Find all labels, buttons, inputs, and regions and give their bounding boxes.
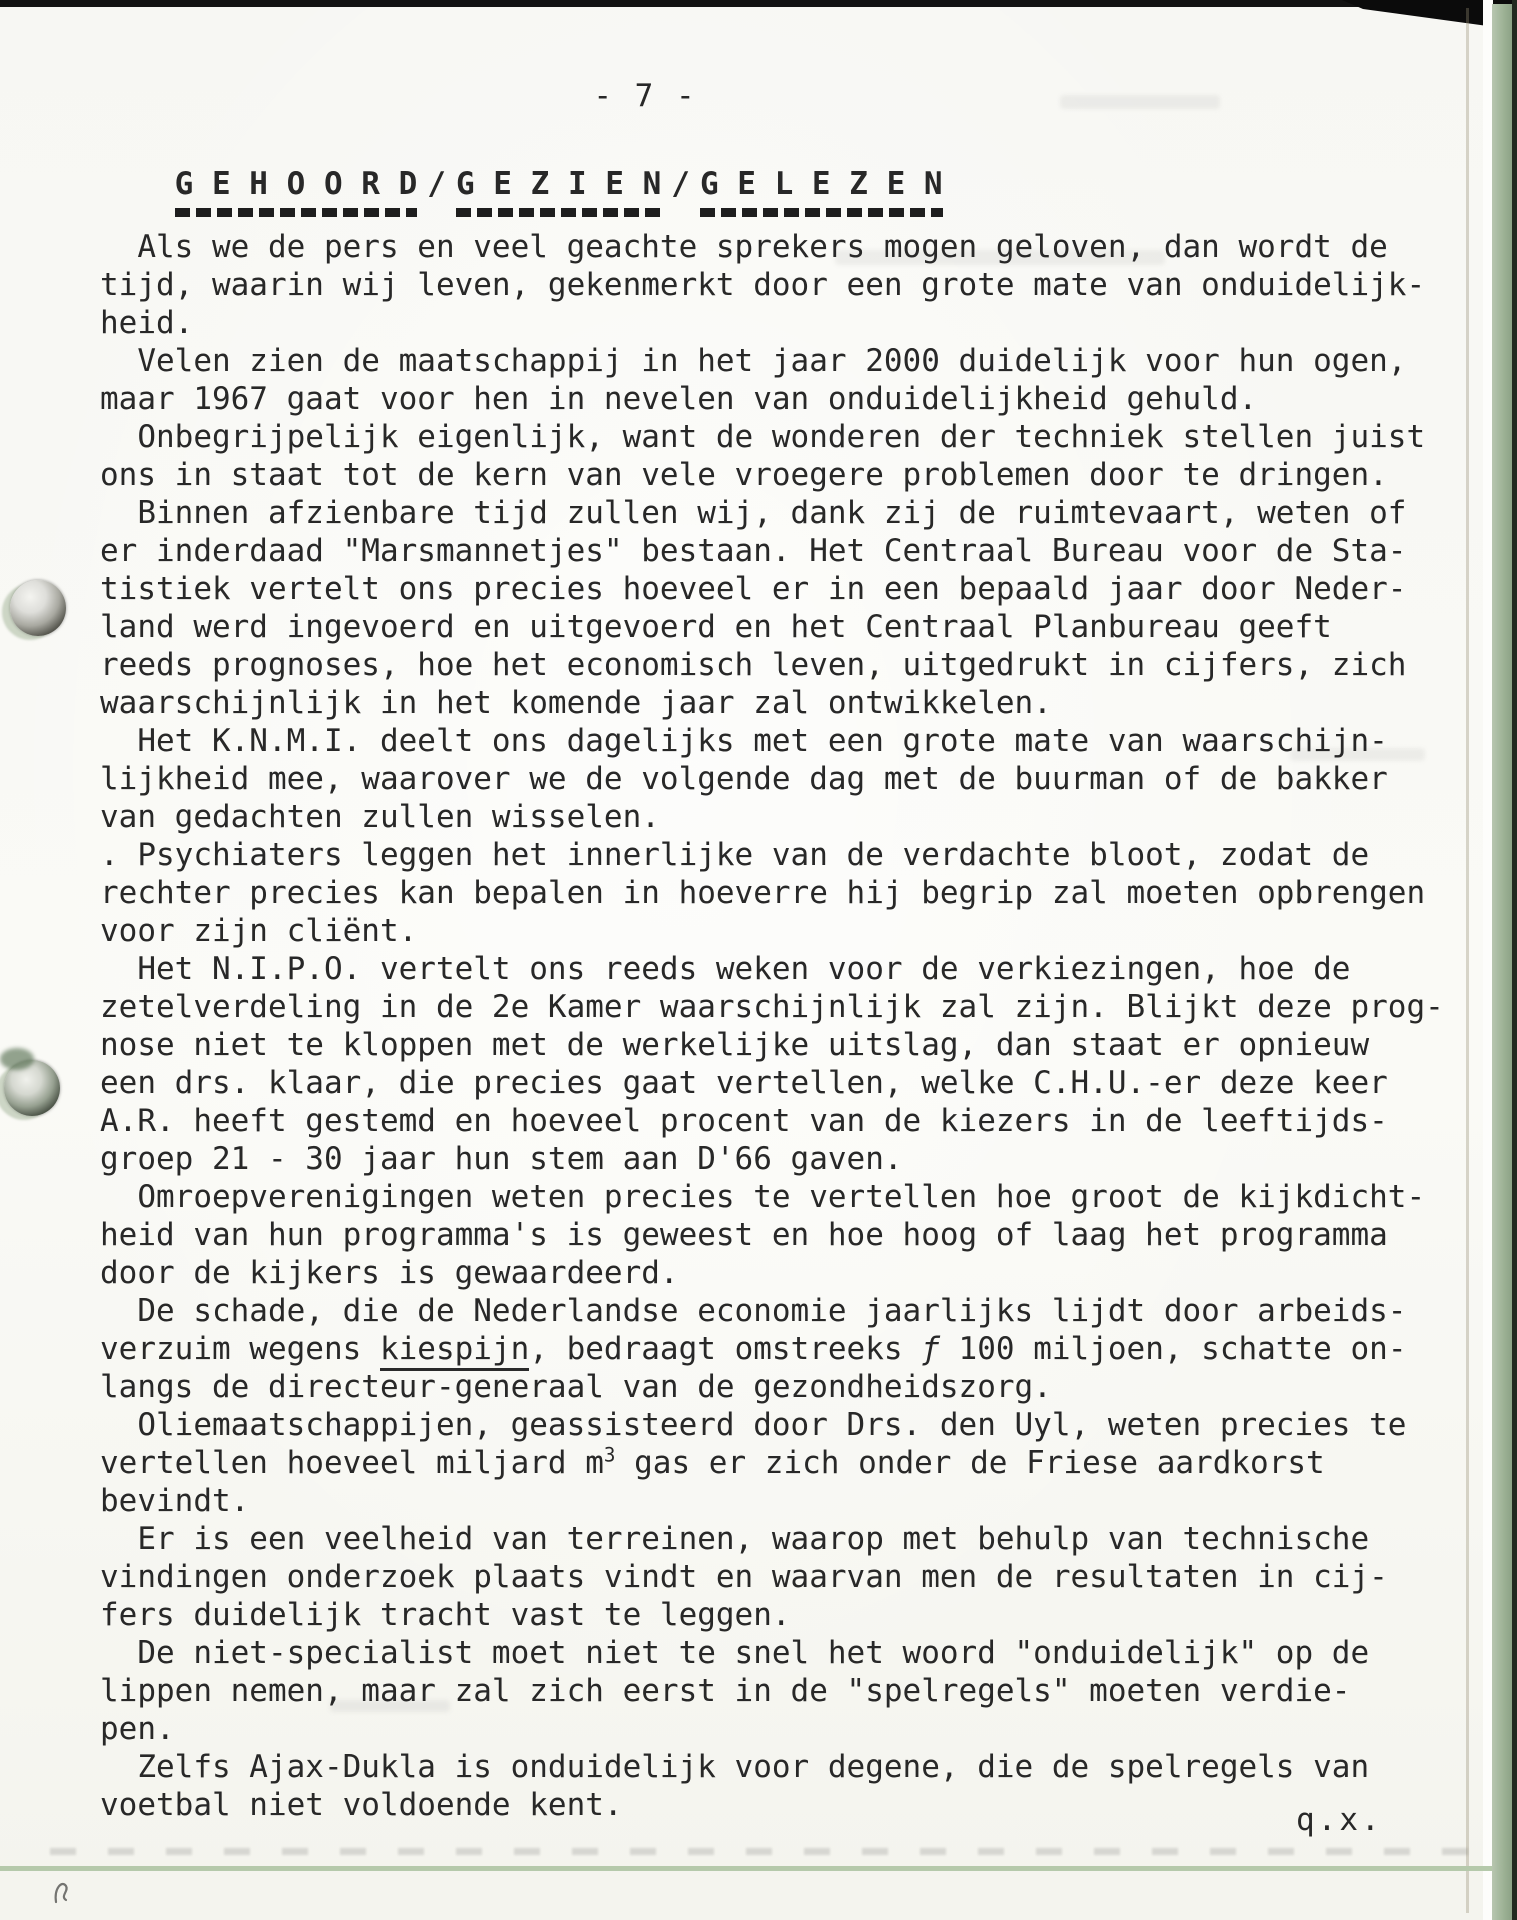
- heading-separator: /: [671, 166, 690, 202]
- paragraph: [100, 1520, 1444, 1634]
- text-line: van gedachten zullen wisselen.: [100, 799, 660, 835]
- heading-word-gezien: G E Z I E N: [456, 166, 661, 217]
- text-line: Het K.N.M.I. deelt ons dagelijks met een grote mate van waarschijn-: [100, 723, 1388, 759]
- text-line: vindingen onderzoek plaats vindt en waarvan men de resultaten in cij-: [100, 1559, 1388, 1595]
- paragraph: [100, 1178, 1444, 1292]
- superscript: 3: [603, 1443, 616, 1467]
- paragraph: [100, 836, 1444, 950]
- paragraph: [100, 342, 1444, 418]
- text-line: rechter precies kan bepalen in hoeverre hij begrip zal moeten opbrengen: [100, 875, 1426, 911]
- author-initials: q.x.: [1296, 1802, 1383, 1838]
- text-line: lippen nemen, maar zal zich eerst in de "spelregels" moeten verdie-: [100, 1673, 1351, 1709]
- text-line: tijd, waarin wij leven, gekenmerkt door een grote mate van onduidelijk-: [100, 267, 1426, 303]
- text-line: ons in staat tot de kern van vele vroegere problemen door te dringen.: [100, 457, 1388, 493]
- text-line: De niet-specialist moet niet te snel het woord "onduidelijk" op de: [100, 1635, 1370, 1671]
- text-line: een drs. klaar, die precies gaat vertellen, welke C.H.U.-er deze keer: [100, 1065, 1388, 1101]
- text-line: reeds prognoses, hoe het economisch leven, uitgedrukt in cijfers, zich: [100, 647, 1407, 683]
- text-line: groep 21 - 30 jaar hun stem aan D'66 gaven.: [100, 1141, 903, 1177]
- paragraph: [100, 228, 1444, 342]
- text-line: Het N.I.P.O. vertelt ons reeds weken voor de verkiezingen, hoe de: [100, 951, 1351, 987]
- text-line: zetelverdeling in de 2e Kamer waarschijnlijk zal zijn. Blijkt deze prog-: [100, 989, 1444, 1025]
- text-line: Als we de pers en veel geachte sprekers mogen geloven, dan wordt de: [100, 229, 1388, 265]
- scan-edge-right-dark: [1512, 0, 1517, 1920]
- text-line: door de kijkers is gewaardeerd.: [100, 1255, 679, 1291]
- text-line: Oliemaatschappijen, geassisteerd door Drs. den Uyl, weten precies te: [100, 1407, 1407, 1443]
- text-line: lijkheid mee, waarover we de volgende dag met de buurman of de bakker: [100, 761, 1388, 797]
- text-line: Er is een veelheid van terreinen, waarop met behulp van technische: [100, 1521, 1370, 1557]
- heading-word-gelezen: G E L E Z E N: [700, 166, 943, 217]
- paragraph: [100, 1634, 1444, 1748]
- text-line: pen.: [100, 1711, 175, 1747]
- document-body: [100, 228, 1444, 1824]
- underlined-word: kiespijn: [380, 1331, 529, 1371]
- scan-bottom-rule: [0, 1866, 1492, 1871]
- paragraph: [100, 722, 1444, 836]
- text-line: fers duidelijk tracht vast te leggen.: [100, 1597, 791, 1633]
- text-line: land werd ingevoerd en uitgevoerd en het Centraal Planbureau geeft: [100, 609, 1332, 645]
- scan-edge-right: [1492, 4, 1513, 1920]
- scan-edge-top: [0, 0, 1517, 7]
- heading-word-gehoord: G E H O O R D: [175, 166, 418, 217]
- paper-fastener-icon: [10, 580, 66, 636]
- paragraph: [100, 1406, 1444, 1520]
- page-number: - 7 -: [593, 78, 697, 114]
- text-line: Velen zien de maatschappij in het jaar 2000 duidelijk voor hun ogen,: [100, 343, 1407, 379]
- text-line: langs de directeur-generaal van de gezondheidszorg.: [100, 1369, 1052, 1405]
- text-line: nose niet te kloppen met de werkelijke uitslag, dan staat er opnieuw: [100, 1027, 1370, 1063]
- styled-text: ƒ: [921, 1331, 940, 1367]
- heading-separator: /: [427, 166, 446, 202]
- paper-fastener-icon: [4, 1060, 60, 1116]
- text-line: De schade, die de Nederlandse economie jaarlijks lijdt door arbeids-: [100, 1293, 1407, 1329]
- text-line: Onbegrijpelijk eigenlijk, want de wonderen der techniek stellen juist: [100, 419, 1426, 455]
- scan-smudge: [50, 1848, 1470, 1855]
- text-line: bevindt.: [100, 1483, 250, 1519]
- text-line: voetbal niet voldoende kent.: [100, 1787, 623, 1823]
- text-line: . Psychiaters leggen het innerlijke van de verdachte bloot, zodat de: [100, 837, 1370, 873]
- text-line: waarschijnlijk in het komende jaar zal ontwikkelen.: [100, 685, 1052, 721]
- text-line: Omroepverenigingen weten precies te vertellen hoe groot de kijkdicht-: [100, 1179, 1426, 1215]
- text-line: er inderdaad "Marsmannetjes" bestaan. Het Centraal Bureau voor de Sta-: [100, 533, 1407, 569]
- text-line: maar 1967 gaat voor hen in nevelen van onduidelijkheid gehuld.: [100, 381, 1258, 417]
- text-line: tistiek vertelt ons precies hoeveel er in een bepaald jaar door Neder-: [100, 571, 1407, 607]
- text-line: Binnen afzienbare tijd zullen wij, dank zij de ruimtevaart, weten of: [100, 495, 1407, 531]
- text-line: voor zijn cliënt.: [100, 913, 418, 949]
- page-fold-line: [1466, 8, 1469, 1913]
- paragraph: [100, 1748, 1444, 1824]
- paragraph: [100, 950, 1444, 1178]
- paragraph: [100, 1292, 1444, 1406]
- paragraph: [100, 494, 1444, 722]
- scan-ghost-text: [1060, 95, 1220, 109]
- text-line: verzuim wegens kiespijn, bedraagt omstreeks ƒ 100 miljoen, schatte on-: [100, 1330, 1444, 1368]
- text-line: heid van hun programma's is geweest en hoe hoog of laag het programma: [100, 1217, 1388, 1253]
- text-line: heid.: [100, 305, 194, 341]
- text-line: vertellen hoeveel miljard $m^3$ gas er zich onder de Friese aardkorst: [100, 1443, 1325, 1481]
- text-line: Zelfs Ajax-Dukla is onduidelijk voor degene, die de spelregels van: [100, 1749, 1370, 1785]
- pen-mark: [52, 1878, 78, 1908]
- text-line: A.R. heeft gestemd en hoeveel procent van de kiezers in de leeftijds-: [100, 1103, 1388, 1139]
- paragraph: [100, 418, 1444, 494]
